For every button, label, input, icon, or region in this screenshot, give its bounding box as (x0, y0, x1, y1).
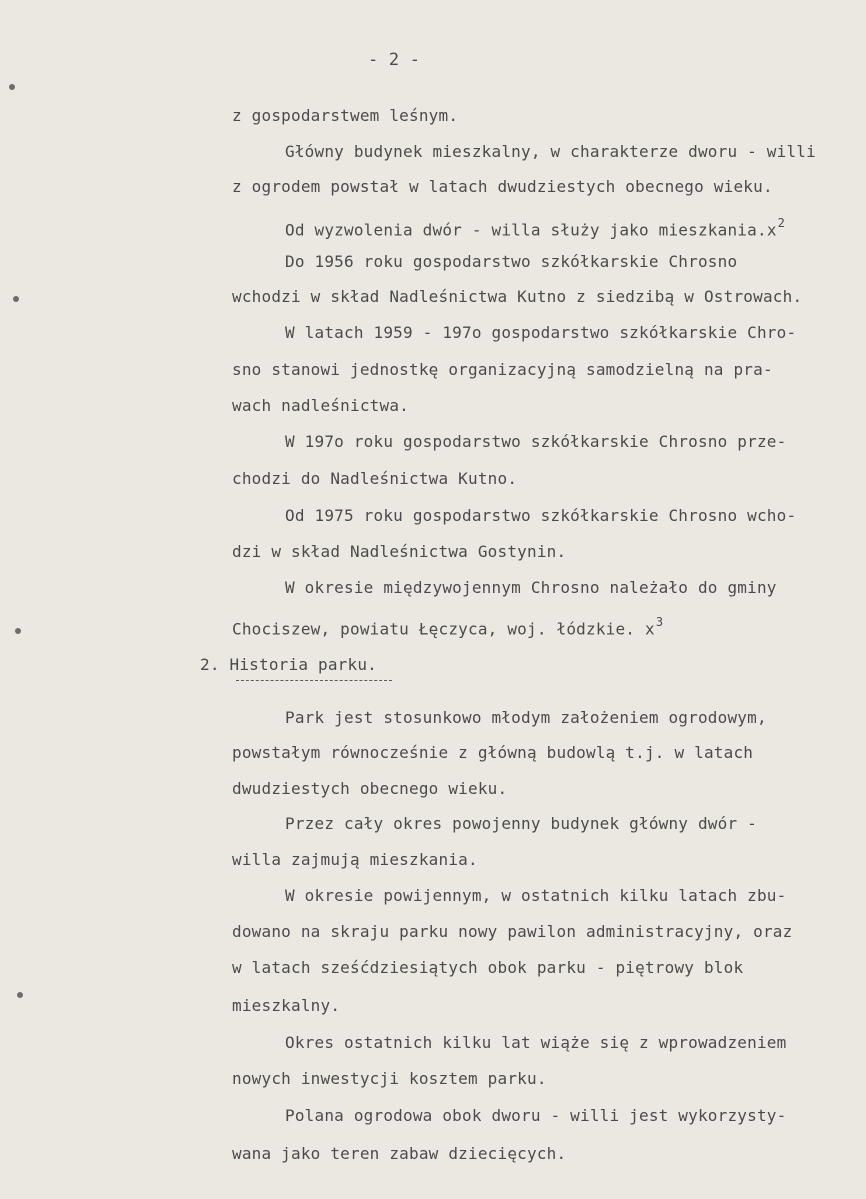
text-line: Do 1956 roku gospodarstwo szkółkarskie Chrosno (285, 252, 738, 271)
text-line: chodzi do Nadleśnictwa Kutno. (232, 469, 518, 488)
text-line: sno stanowi jednostkę organizacyjną samodzielną na pra- (232, 360, 773, 379)
section-number: 2. (200, 655, 220, 674)
text-line: willa zajmują mieszkania. (232, 850, 478, 869)
text-line: Przez cały okres powojenny budynek główny dwór - (285, 814, 757, 833)
text-line: W okresie międzywojennym Chrosno należało do gminy (285, 578, 777, 597)
text-line: mieszkalny. (232, 996, 341, 1015)
punch-hole (15, 628, 21, 634)
footnote-number: 3 (655, 615, 664, 629)
text-line: wchodzi w skład Nadleśnictwa Kutno z siedzibą w Ostrowach. (232, 287, 803, 306)
text-line: Od 1975 roku gospodarstwo szkółkarskie Chrosno wcho- (285, 506, 797, 525)
text-line: W okresie powijennym, w ostatnich kilku latach zbu- (285, 886, 787, 905)
punch-hole (17, 992, 23, 998)
section-heading (200, 655, 377, 675)
punch-hole (13, 296, 19, 302)
punch-hole (9, 84, 15, 90)
text-line: powstałym równocześnie z główną budowlą t.j. w latach (232, 743, 754, 762)
text-line: Park jest stosunkowo młodym założeniem ogrodowym, (285, 708, 767, 727)
text-line: Okres ostatnich kilku lat wiąże się z wprowadzeniem (285, 1033, 787, 1052)
text-line: Polana ogrodowa obok dworu - willi jest wykorzysty- (285, 1106, 787, 1125)
text-line: dowano na skraju parku nowy pawilon administracyjny, oraz (232, 922, 793, 941)
heading-underline (236, 680, 392, 681)
text-line: z gospodarstwem leśnym. (232, 106, 459, 125)
text-line: wach nadleśnictwa. (232, 396, 409, 415)
text-line: wana jako teren zabaw dziecięcych. (232, 1144, 567, 1163)
text-line-with-footnote: Chociszew, powiatu Łęczyca, woj. łódzkie. x$^3$ (232, 615, 664, 639)
text-line: nowych inwestycji kosztem parku. (232, 1069, 547, 1088)
text-line: z ogrodem powstał w latach dwudziestych obecnego wieku. (232, 177, 773, 196)
text-line: W 197o roku gospodarstwo szkółkarskie Chrosno prze- (285, 432, 787, 451)
text-line: W latach 1959 - 197o gospodarstwo szkółkarskie Chro- (285, 323, 797, 342)
section-title: Historia parku. (229, 655, 378, 674)
text-line: Główny budynek mieszkalny, w charakterze dworu - willi (285, 142, 816, 161)
text-line-with-footnote: Od wyzwolenia dwór - willa służy jako mieszkania.x$^2$ (285, 216, 786, 240)
text-line: dwudziestych obecnego wieku. (232, 779, 508, 798)
page-number: - 2 - (368, 50, 421, 70)
footnote-number: 2 (777, 216, 786, 230)
text-line: w latach sześćdziesiątych obok parku - piętrowy blok (232, 958, 744, 977)
text-line: dzi w skład Nadleśnictwa Gostynin. (232, 542, 567, 561)
